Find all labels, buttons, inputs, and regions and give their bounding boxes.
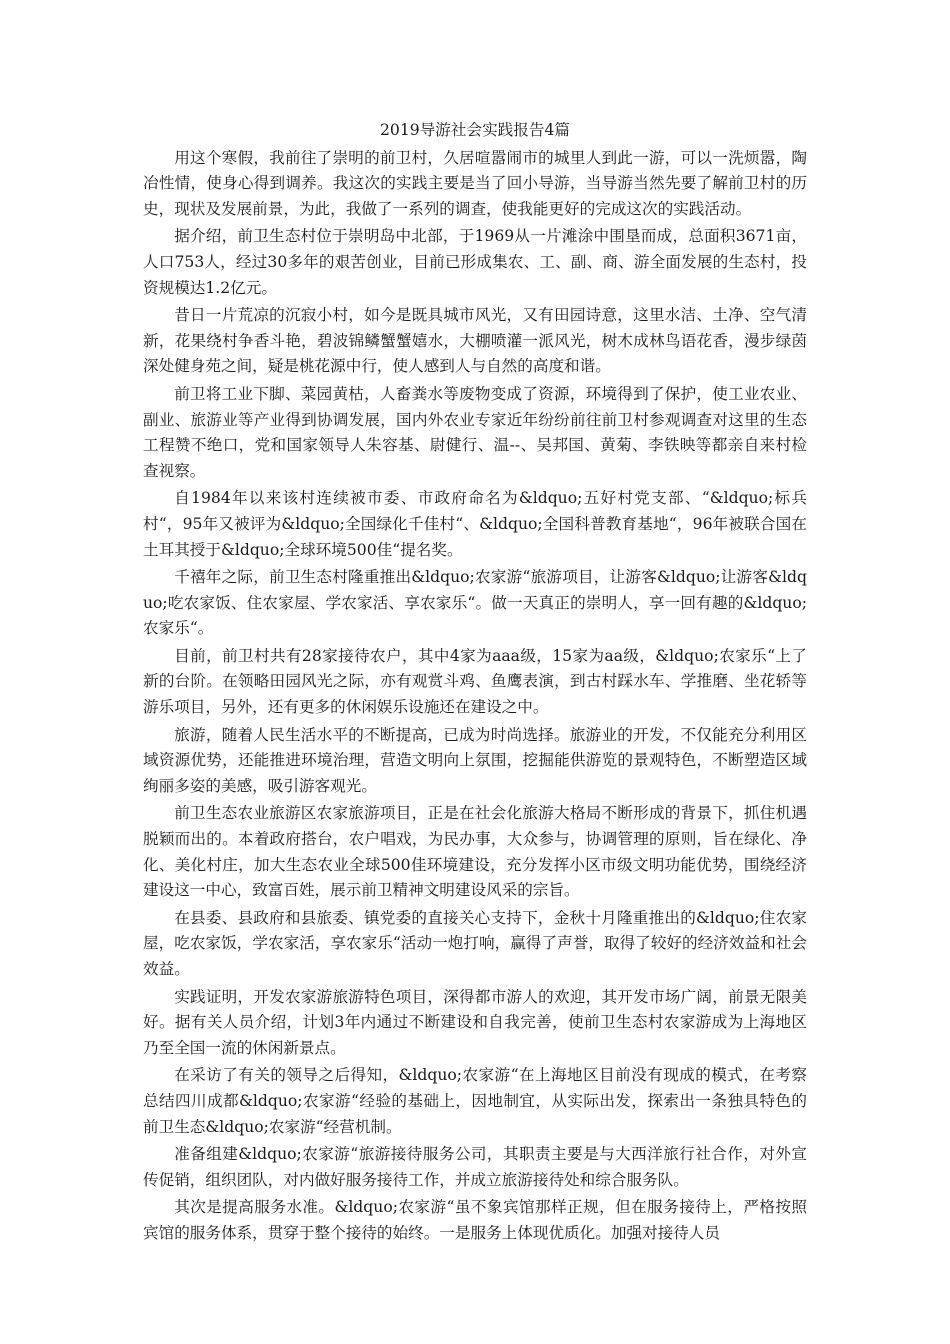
paragraph-14: 其次是提高服务水准。&ldquo;农家游“虽不象宾馆那样正规，但在服务接待上，严格按照宾馆的服务体系，贯穿于整个接待的始终。一是服务上体现优质化。加强对接待人员 [143, 1198, 807, 1242]
paragraph-3: 昔日一片荒凉的沉寂小村，如今是既具城市风光，又有田园诗意，这里水洁、土净、空气清新，花果绕村争香斗艳，碧波锦鳞蟹蟹嬉水，大棚喷灌一派风光，树木成林鸟语花香，漫步绿茵深处健身苑之间，疑是桃花源中行，使人感到人与自然的高度和谐。 [143, 306, 807, 376]
document-body [143, 118, 807, 1249]
paragraph-6: 千禧年之际，前卫生态村隆重推出&ldquo;农家游“旅游项目，让游客&ldquo;让游客&ldquo;吃农家饭、住农家屋、学农家活、享农家乐“。做一天真正的崇明人，享一回有趣的&ldquo;农家乐“。 [143, 568, 807, 638]
paragraph-5: 自1984年以来该村连续被市委、市政府命名为&ldquo;五好村党支部、“&ldquo;标兵村“，95年又被评为&ldquo;全国绿化千佳村“、&ldquo;全国科普教育基地“，96年被联合国在土耳其授于&ldquo;全球环境500佳“提名奖。 [143, 489, 807, 559]
paragraph-4: 前卫将工业下脚、菜园黄枯，人畜粪水等废物变成了资源，环境得到了保护，使工业农业、副业、旅游业等产业得到协调发展，国内外农业专家近年纷纷前往前卫村参观调查对这里的生态工程赞不绝口，党和国家领导人朱容基、尉健行、温--、吴邦国、黄菊、李铁映等都亲自来村检查视察。 [143, 384, 807, 480]
paragraph-7: 目前，前卫村共有28家接待农户，其中4家为aaa级，15家为aa级，&ldquo;农家乐“上了新的台阶。在领略田园风光之际，亦有观赏斗鸡、鱼鹰表演，到古村踩水车、学推磨、坐花轿等游乐项目，另外，还有更多的休闲娱乐设施还在建设之中。 [143, 646, 807, 717]
paragraph-13: 准备组建&ldquo;农家游“旅游接待服务公司，其职责主要是与大西洋旅行社合作，对外宣传促销，组织团队，对内做好服务接待工作，并成立旅游接待处和综合服务队。 [143, 1145, 807, 1189]
paragraph-9: 前卫生态农业旅游区农家旅游项目，正是在社会化旅游大格局不断形成的背景下，抓住机遇脱颖而出的。本着政府搭台，农户唱戏，为民办事，大众参与，协调管理的原则，旨在绿化、净化、美化村庄，加大生态农业全球500佳环境建设，充分发挥小区市级文明功能优势，围绕经济建设这一中心，致富百姓，展示前卫精神文明建设风采的宗旨。 [143, 804, 807, 900]
document-title: 2019导游社会实践报告4篇 [380, 121, 570, 139]
paragraph-1: 用这个寒假，我前往了崇明的前卫村，久居喧嚣闹市的城里人到此一游，可以一洗烦嚣，陶冶性情，使身心得到调养。我这次的实践主要是当了回小导游，当导游当然先要了解前卫村的历史，现状及发展前景，为此，我做了一系列的调查，使我能更好的完成这次的实践活动。 [143, 148, 807, 218]
paragraph-2: 据介绍，前卫生态村位于崇明岛中北部，于1969从一片滩涂中围垦而成，总面积3671亩，人口753人，经过30多年的艰苦创业，目前已形成集农、工、副、商、游全面发展的生态村，投资规模达1.2亿元。 [143, 227, 807, 297]
paragraph-12: 在采访了有关的领导之后得知，&ldquo;农家游“在上海地区目前没有现成的模式，在考察总结四川成都&ldquo;农家游“经验的基础上，因地制宜，从实际出发，探索出一条独具特色的前卫生态&ldquo;农家游“经营机制。 [143, 1066, 807, 1136]
paragraph-8: 旅游，随着人民生活水平的不断提高，已成为时尚选择。旅游业的开发，不仅能充分利用区域资源优势，还能推进环境治理，营造文明向上氛围，挖掘能供游览的景观特色，不断塑造区域绚丽多姿的美感，吸引游客观光。 [143, 725, 807, 795]
paragraph-10: 在县委、县政府和县旅委、镇党委的直接关心支持下，金秋十月隆重推出的&ldquo;住农家屋，吃农家饭，学农家活，享农家乐“活动一炮打响，赢得了声誉，取得了较好的经济效益和社会效益。 [143, 908, 807, 978]
paragraph-11: 实践证明，开发农家游旅游特色项目，深得都市游人的欢迎，其开发市场广阔，前景无限美好。据有关人员介绍，计划3年内通过不断建设和自我完善，使前卫生态村农家游成为上海地区乃至全国一流的休闲新景点。 [143, 987, 807, 1057]
